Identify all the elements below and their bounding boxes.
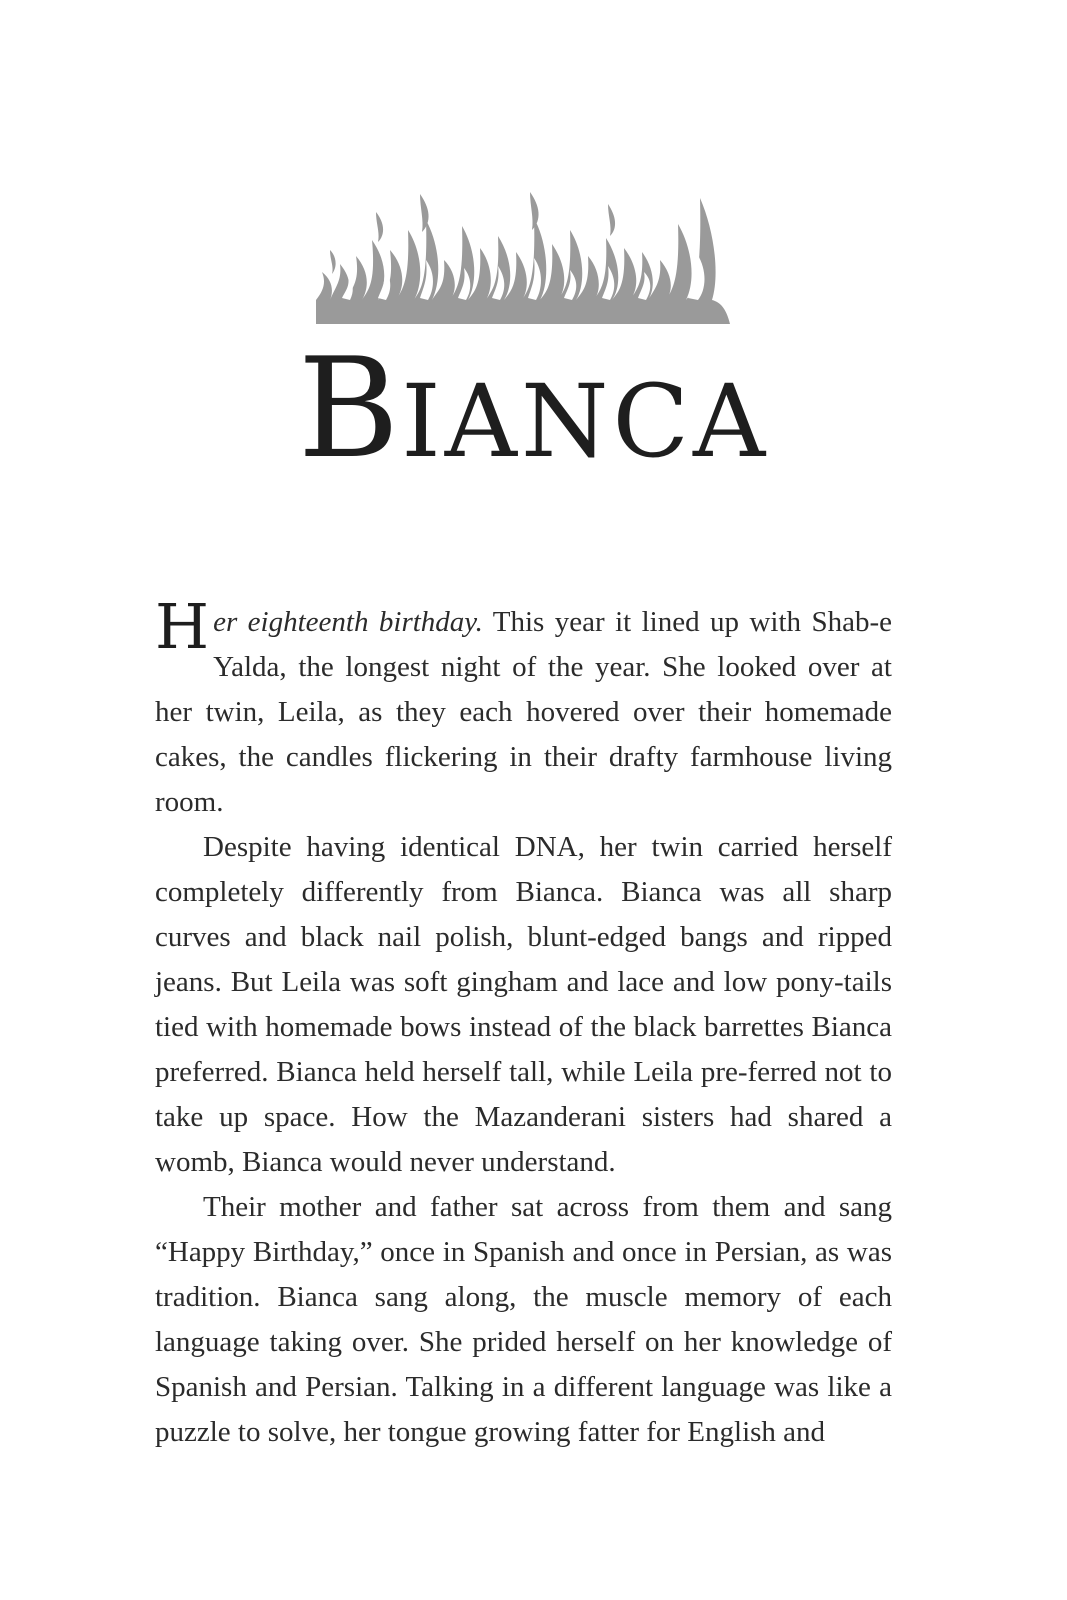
chapter-title xyxy=(0,328,1067,489)
paragraph-3: Their mother and father sat across from them and sang “Happy Birthday,” once in Spanish and once in Persian, as was tradition. Bianca sang along, the muscle memory of each language taking over. She prided herself on her knowledge of Spanish and Persian. Talking in a different language was like a puzzle to solve, her tongue growing fatter for English and xyxy=(155,1191,892,1448)
paragraph-1-lead: er eighteenth birthday. xyxy=(213,606,483,638)
chapter-title-rest: IANCA xyxy=(401,363,770,480)
chapter-title-initial: B xyxy=(297,328,402,489)
drop-cap: H xyxy=(155,590,210,663)
paragraph-1-text: This year it lined up with Shab-e Yalda, the longest night of the year. She looked over at her twin, Leila, as they each hovered over their homemade cakes, the candles flickering in their drafty farmhouse living room. xyxy=(155,606,892,818)
paragraph-1 xyxy=(155,590,892,825)
chapter-body xyxy=(155,590,892,1455)
paragraph-2: Despite having identical DNA, her twin carried herself completely differently from Bianca. Bianca was all sharp curves and black nail polish, blunt-edged bangs and ripped jeans. But Leila was soft gingham and lace and low pony-tails tied with homemade bows instead of the black barrettes Bianca preferred. Bianca held herself tall, while Leila pre-ferred not to take up space. How the Mazanderani sisters had shared a womb, Bianca would never understand. xyxy=(155,831,892,1178)
flame-border-icon xyxy=(316,190,730,328)
